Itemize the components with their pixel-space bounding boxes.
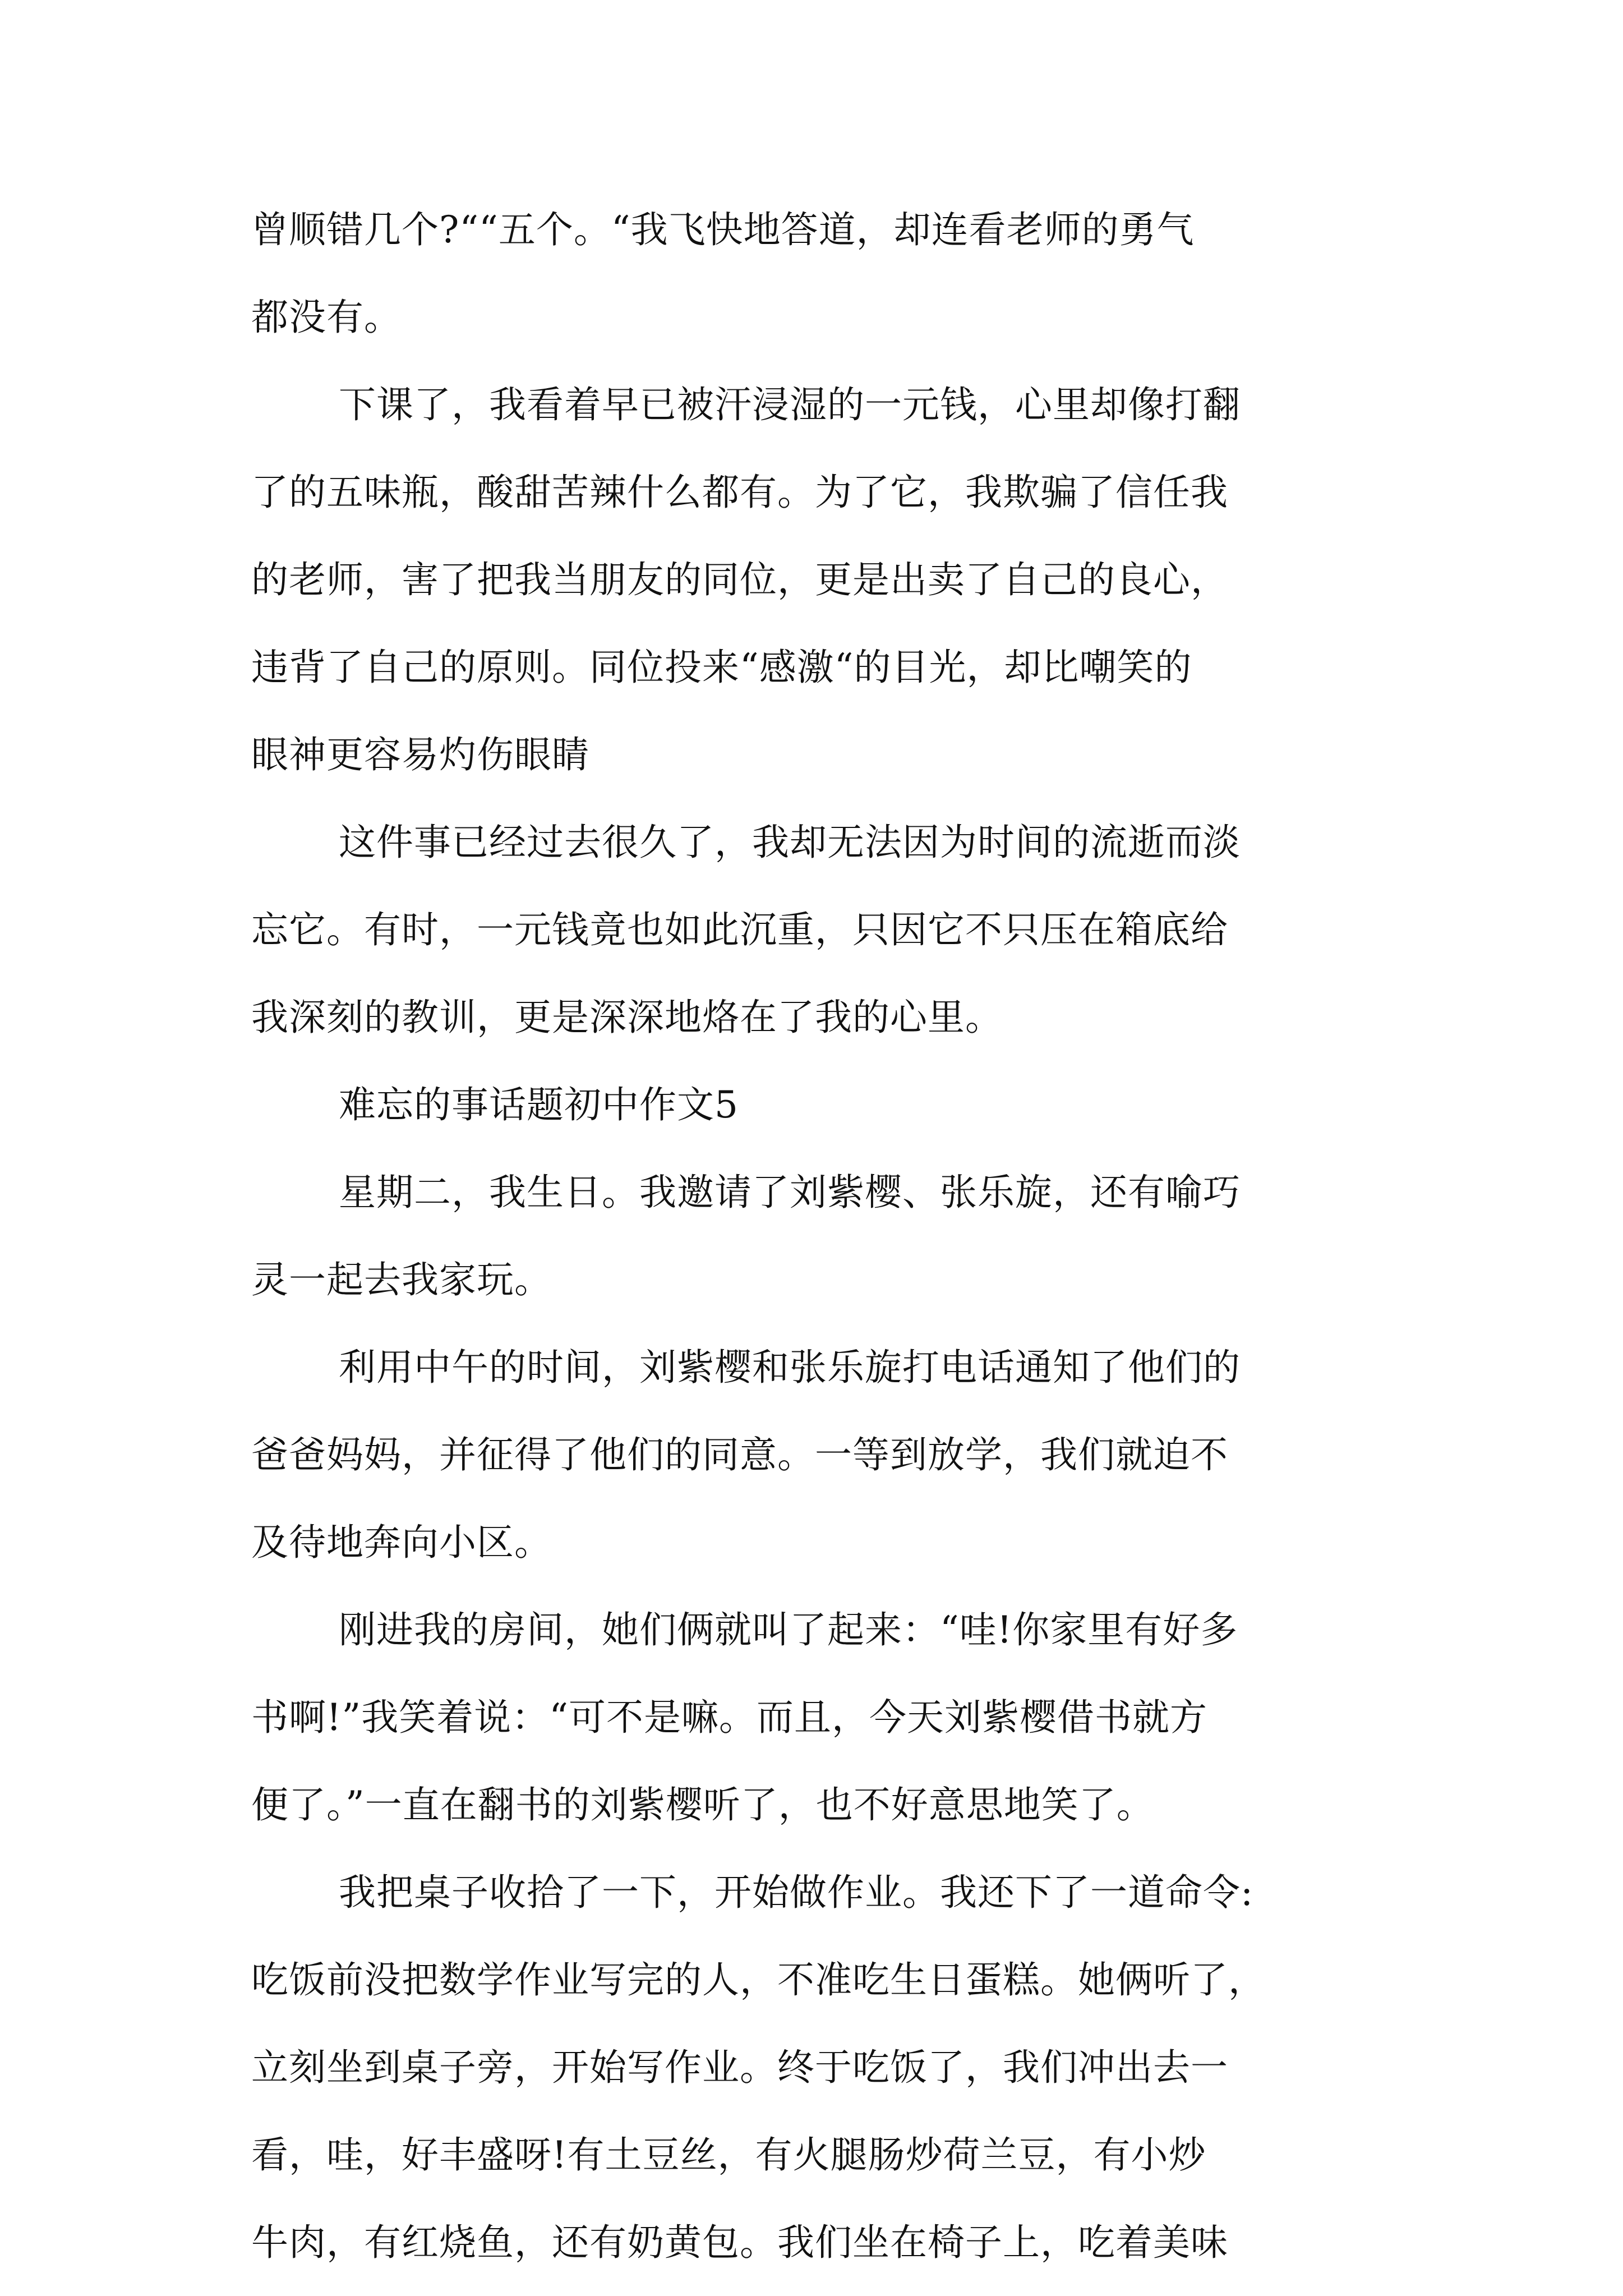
text-line: 书啊!”我笑着说：“可不是嘛。而且，今天刘紫樱借书就方	[251, 1696, 1208, 1739]
section-heading: 难忘的事话题初中作文5	[339, 1083, 739, 1126]
text-line: 了的五味瓶，酸甜苦辣什么都有。为了它，我欺骗了信任我	[251, 471, 1228, 514]
text-line: 及待地奔向小区。	[251, 1521, 552, 1564]
text-line: 忘它。有时，一元钱竟也如此沉重，只因它不只压在箱底给	[251, 908, 1228, 951]
text-line: 我深刻的教训，更是深深地烙在了我的心里。	[251, 996, 1003, 1039]
text-line: 看，哇，好丰盛呀!有土豆丝，有火腿肠炒荷兰豆，有小炒	[251, 2133, 1206, 2177]
text-line: 刚进我的房间，她们俩就叫了起来：“哇!你家里有好多	[339, 1608, 1238, 1651]
text-line: 立刻坐到桌子旁，开始写作业。终于吃饭了，我们冲出去一	[251, 2046, 1228, 2089]
text-line: 都没有。	[251, 296, 402, 339]
text-line: 的老师，害了把我当朋友的同位，更是出卖了自己的良心，	[251, 558, 1228, 601]
text-line: 牛肉，有红烧鱼，还有奶黄包。我们坐在椅子上，吃着美味	[251, 2221, 1228, 2264]
text-line: 星期二，我生日。我邀请了刘紫樱、张乐旋，还有喻巧	[339, 1171, 1241, 1214]
text-line: 眼神更容易灼伤眼睛	[251, 733, 589, 776]
text-line: 利用中午的时间，刘紫樱和张乐旋打电话通知了他们的	[339, 1346, 1241, 1389]
text-line: 便了。”一直在翻书的刘紫樱听了，也不好意思地笑了。	[251, 1783, 1154, 1826]
text-line: 违背了自己的原则。同位投来“感激“的目光，却比嘲笑的	[251, 646, 1192, 689]
text-line: 下课了，我看着早已被汗浸湿的一元钱，心里却像打翻	[339, 383, 1241, 426]
text-line: 曾顺错几个?““五个。“我飞快地答道，却连看老师的勇气	[251, 208, 1195, 251]
text-line: 灵一起去我家玩。	[251, 1258, 552, 1301]
text-line: 吃饭前没把数学作业写完的人，不准吃生日蛋糕。她俩听了，	[251, 1958, 1266, 2001]
text-line: 这件事已经过去很久了，我却无法因为时间的流逝而淡	[339, 821, 1241, 864]
text-line: 我把桌子收拾了一下，开始做作业。我还下了一道命令:	[339, 1871, 1254, 1914]
text-line: 爸爸妈妈，并征得了他们的同意。一等到放学，我们就迫不	[251, 1433, 1228, 1476]
